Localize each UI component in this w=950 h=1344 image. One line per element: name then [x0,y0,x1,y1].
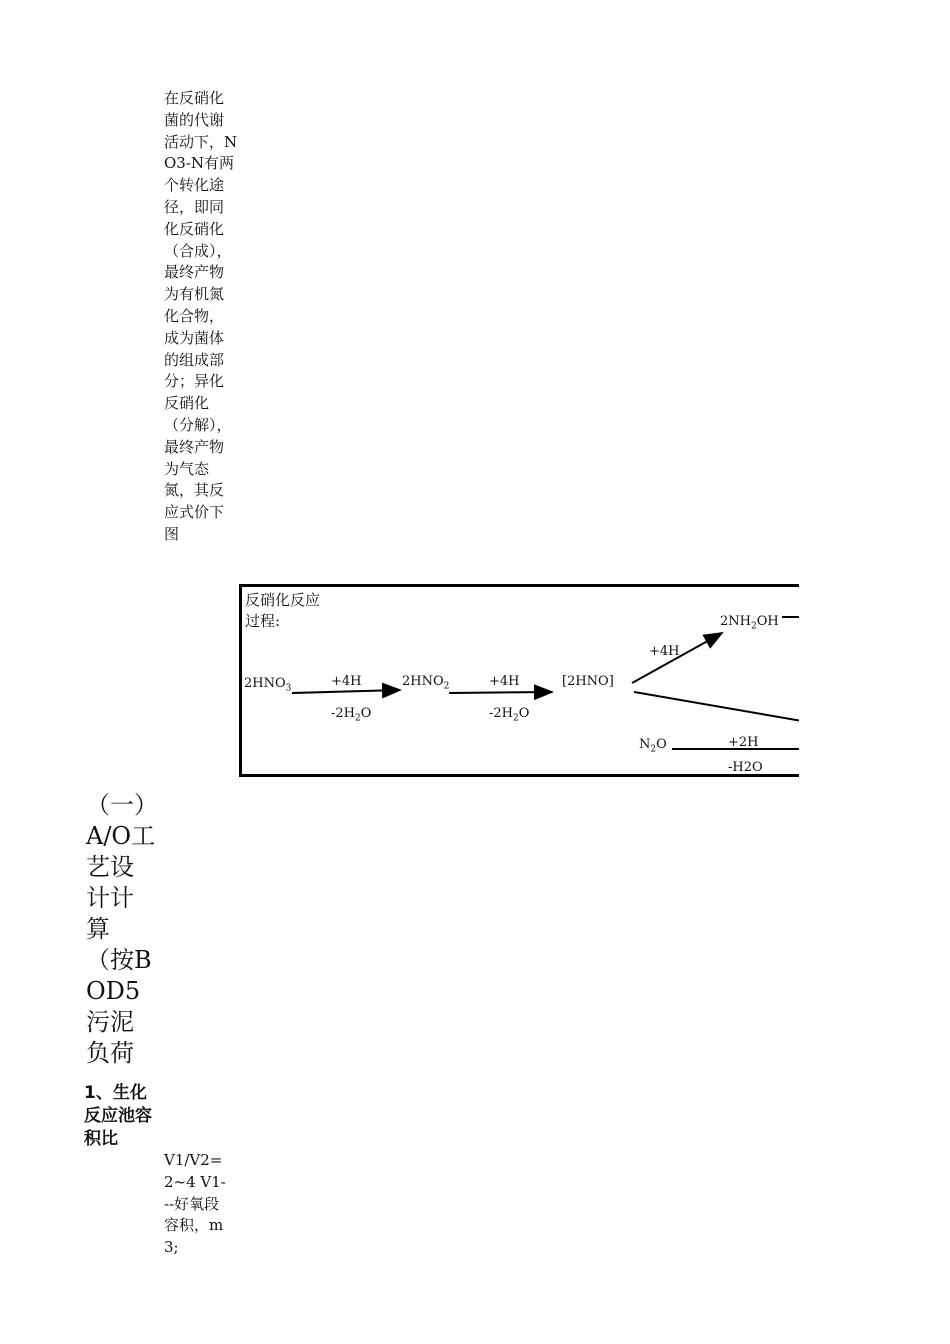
denitrification-reaction-diagram [239,584,799,777]
denitrification-description: 在反硝化菌的代谢活动下，NO3-N有两个转化途径，即同化反硝化（合成），最终产物为有机氮化合物，成为菌体的组成部分；异化反硝化（分解），最终产物为气态氮，其反应式价下图 [164,89,238,543]
step3-top-label: +2H [728,735,759,750]
species-2hno2: $2HNO_2$ [402,674,450,692]
species-n2o: $N_2O$ [639,737,667,755]
step1-top-label: +4H [331,674,362,689]
step2-top-label: +4H [489,674,520,689]
section-heading-reactor-volume-ratio: 1、生化反应池容积比 [84,1083,152,1149]
step1-bottom-label: $-2H_2O$ [331,706,372,724]
volume-ratio-text: V1/V2=2~4 V1---好氧段容积，m3; [164,1151,226,1257]
diagram-title: 反硝化反应过程: [245,591,321,630]
species-nh2oh: $2NH_2OH$ [720,614,779,632]
arrow-step2 [449,692,552,693]
reaction-arrows [242,587,799,777]
section-heading-ao: （一）A/O工艺设计计算（按BOD5污泥负荷 [86,791,156,1067]
line-branch-down [634,692,799,721]
branch-up-label: +4H [649,644,680,659]
step3-bottom-label: -H2O [728,760,763,775]
step2-bottom-label: $-2H_2O$ [489,706,530,724]
species-2hno3: $2HNO_3$ [244,676,292,694]
species-hno: [2HNO] [562,674,614,689]
arrow-step1 [292,690,400,693]
